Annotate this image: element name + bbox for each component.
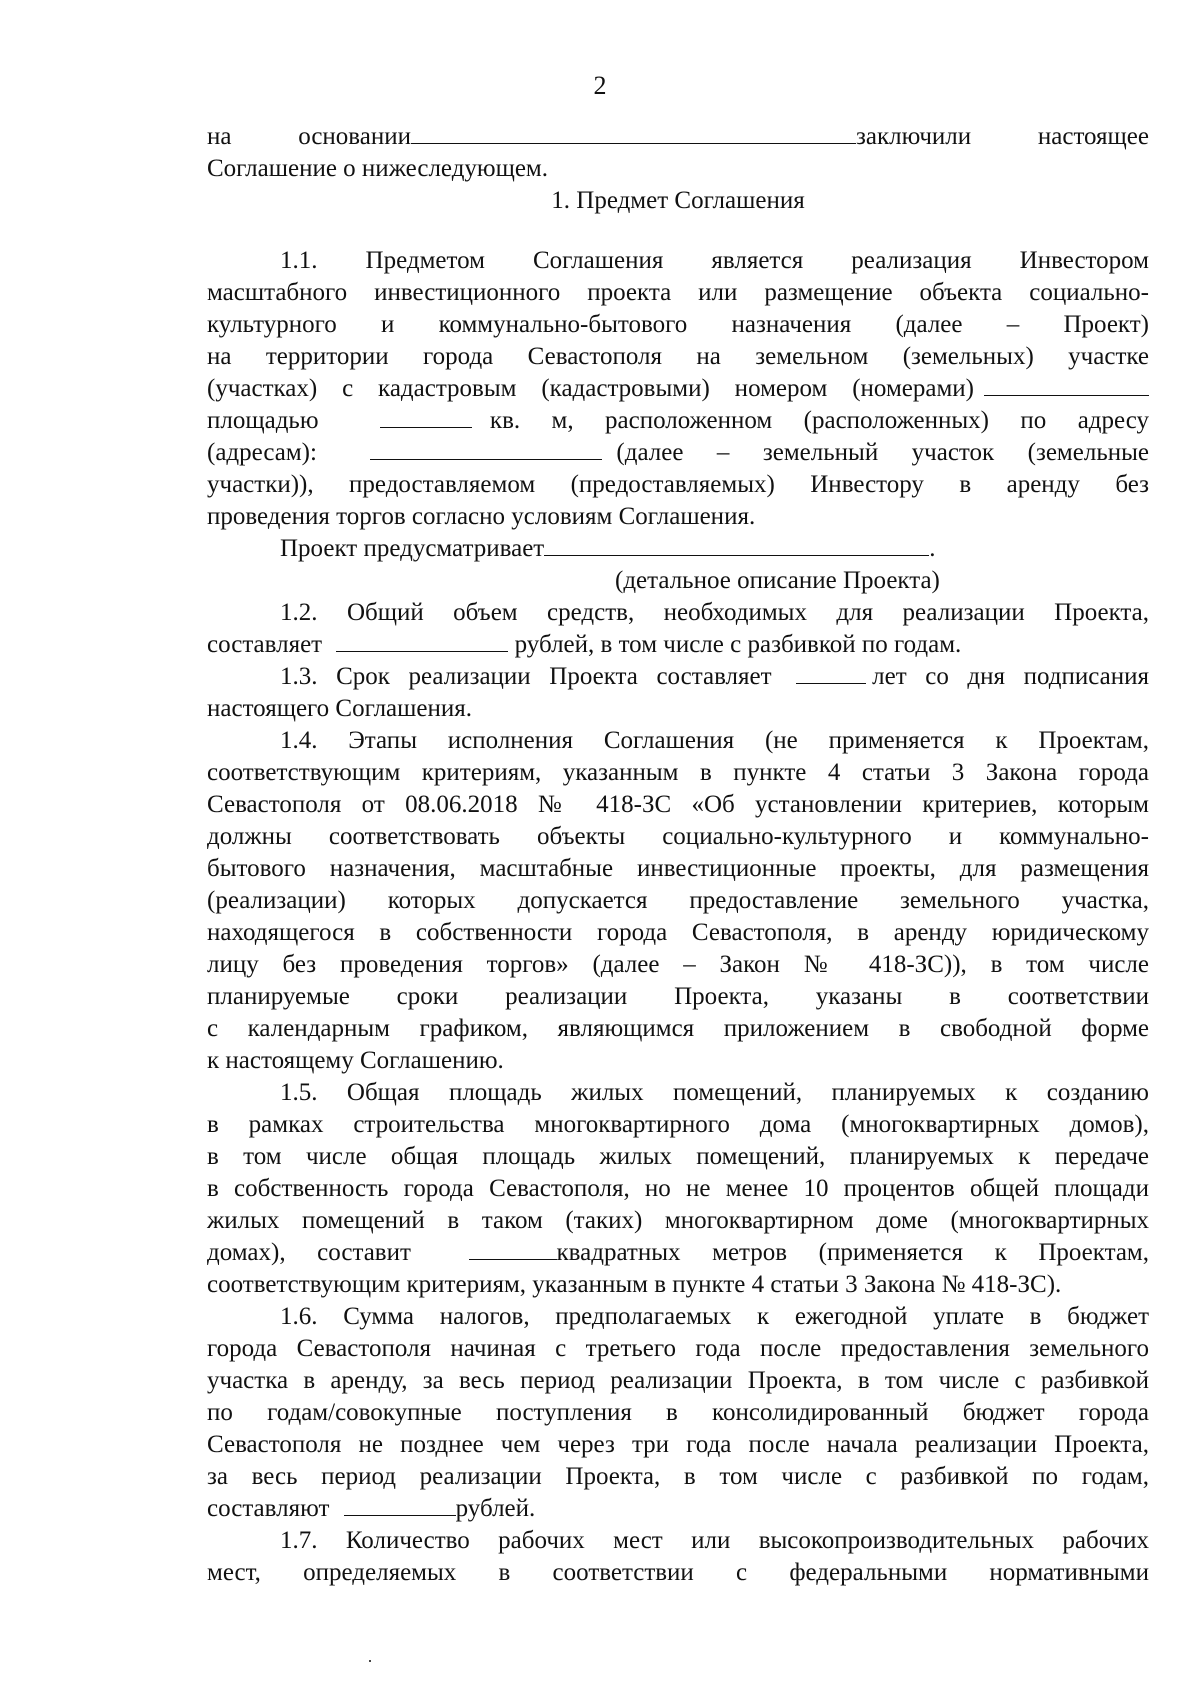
intro-end: заключили настоящее [856, 123, 1149, 150]
p1-1-line-6-mid: кв. м, расположенном (расположенных) по адресу [489, 407, 1150, 434]
p1-6-line-1: 1.6. Сумма налогов, предполагаемых к ежегодной уплате в бюджет [280, 1303, 1149, 1330]
p1-4-line-1: 1.4. Этапы исполнения Соглашения (не применяется к Проектам, [280, 727, 1149, 754]
scan-speck [369, 1660, 371, 1662]
p1-3-line-1-start: 1.3. Срок реализации Проекта составляет [280, 663, 772, 690]
p1-6-line-5: Севастополя не позднее чем через три года после начала реализации Проекта, [207, 1431, 1149, 1458]
project-provides-end: . [929, 535, 936, 562]
p1-1-line-2: масштабного инвестиционного проекта или размещение объекта социально- [207, 279, 1149, 306]
p1-2-line-2-start: составляет [207, 631, 323, 658]
p1-5-line-4: в собственность города Севастополя, но не менее 10 процентов общей площади [207, 1175, 1149, 1202]
project-provides-line [207, 533, 1149, 565]
blank-tax-sum [344, 1493, 456, 1516]
p1-6-line-7 [207, 1493, 1149, 1525]
p1-5-line-7: соответствующим критериям, указанным в пункте 4 статьи 3 Закона № 418-ЗС). [207, 1271, 1062, 1298]
p1-2-line-2 [207, 629, 1149, 661]
document-body [207, 121, 1149, 1589]
project-provides-label: Проект предусматривает [280, 535, 545, 562]
p1-5-line-5: жилых помещений в таком (таких) многоквартирном доме (многоквартирных [207, 1207, 1149, 1234]
blank-area [380, 405, 472, 428]
p1-4-line-6: (реализации) которых допускается предоставление земельного участка, [207, 887, 1149, 914]
p1-2-line-2-end: рублей, в том числе с разбивкой по годам. [514, 631, 962, 658]
p1-5-line-6-start: домах), составит [207, 1239, 411, 1266]
p1-6-line-2: города Севастополя начиная с третьего года после предоставления земельного [207, 1335, 1149, 1362]
project-description-caption: (детальное описание Проекта) [615, 567, 940, 594]
p1-4-line-7: находящегося в собственности города Севастополя, в аренду юридическому [207, 919, 1149, 946]
intro-start: на основании [207, 123, 412, 150]
p1-6-line-3: участка в аренду, за весь период реализации Проекта, в том числе с разбивкой [207, 1367, 1149, 1394]
p1-3-line-1-end: лет со дня подписания [872, 663, 1149, 690]
p1-1-line-5-text: (участках) с кадастровым (кадастровыми) номером (номерами) [207, 375, 974, 402]
p1-4-line-3: Севастополя от 08.06.2018 № 418-ЗС «Об установлении критериев, которым [207, 791, 1149, 818]
section-title: 1. Предмет Соглашения [551, 187, 805, 214]
p1-1-line-1: 1.1. Предметом Соглашения является реализация Инвестором [280, 247, 1149, 274]
p1-1-line-5 [207, 373, 1149, 405]
p1-5-line-6-end: квадратных метров (применяется к Проектам, [556, 1239, 1149, 1266]
p1-1-line-8: участки)), предоставляемом (предоставляемых) Инвестору в аренду без [207, 471, 1149, 498]
p1-6-line-7-end: рублей. [455, 1495, 536, 1522]
p1-4-line-8: лицу без проведения торгов» (далее – Закон № 418-ЗС)), в том числе [207, 951, 1149, 978]
p1-5-line-1: 1.5. Общая площадь жилых помещений, планируемых к созданию [280, 1079, 1149, 1106]
blank-term-years [796, 661, 866, 684]
blank-basis [411, 121, 856, 144]
p1-4-line-4: должны соответствовать объекты социально-культурного и коммунально- [207, 823, 1149, 850]
page-number: 2 [593, 71, 607, 100]
p1-1-line-6-start: площадью [207, 407, 319, 434]
p1-1-line-4: на территории города Севастополя на земельном (земельных) участке [207, 343, 1149, 370]
p1-3-line-2: настоящего Соглашения. [207, 695, 473, 722]
p1-1-line-7-end: (далее – земельный участок (земельные [616, 439, 1150, 466]
blank-residential-area [469, 1237, 557, 1260]
p1-7-line-1: 1.7. Количество рабочих мест или высокопроизводительных рабочих [280, 1527, 1149, 1554]
blank-project-description [544, 533, 929, 556]
p1-4-line-9: планируемые сроки реализации Проекта, указаны в соответствии [207, 983, 1149, 1010]
p1-1-line-3: культурного и коммунально-бытового назначения (далее – Проект) [207, 311, 1149, 338]
p1-3-line-1 [207, 661, 1149, 693]
p1-1-line-6 [207, 405, 1149, 437]
p1-6-line-4: по годам/совокупные поступления в консолидированный бюджет города [207, 1399, 1149, 1426]
p1-4-line-5: бытового назначения, масштабные инвестиционные проекты, для размещения [207, 855, 1149, 882]
p1-4-line-11: к настоящему Соглашению. [207, 1047, 504, 1074]
p1-4-line-10: с календарным графиком, являющимся приложением в свободной форме [207, 1015, 1149, 1042]
p1-2-line-1: 1.2. Общий объем средств, необходимых для реализации Проекта, [280, 599, 1149, 626]
intro-line-1 [207, 121, 1149, 153]
p1-4-line-2: соответствующим критериям, указанным в пункте 4 статьи 3 Закона города [207, 759, 1149, 786]
intro-line-2: Соглашение о нижеследующем. [207, 155, 549, 182]
p1-1-line-7 [207, 437, 1149, 469]
blank-total-funds [336, 629, 508, 652]
p1-6-line-7-start: составляют [207, 1495, 330, 1522]
p1-1-line-7-start: (адресам): [207, 439, 317, 466]
blank-cadastral [984, 373, 1149, 396]
p1-1-line-9: проведения торгов согласно условиям Соглашения. [207, 503, 756, 530]
p1-7-line-2: мест, определяемых в соответствии с федеральными нормативными [207, 1559, 1149, 1586]
p1-5-line-2: в рамках строительства многоквартирного дома (многоквартирных домов), [207, 1111, 1149, 1138]
p1-6-line-6: за весь период реализации Проекта, в том числе с разбивкой по годам, [207, 1463, 1149, 1490]
p1-5-line-6 [207, 1237, 1149, 1269]
blank-address [370, 437, 602, 460]
p1-5-line-3: в том числе общая площадь жилых помещений, планируемых к передаче [207, 1143, 1149, 1170]
